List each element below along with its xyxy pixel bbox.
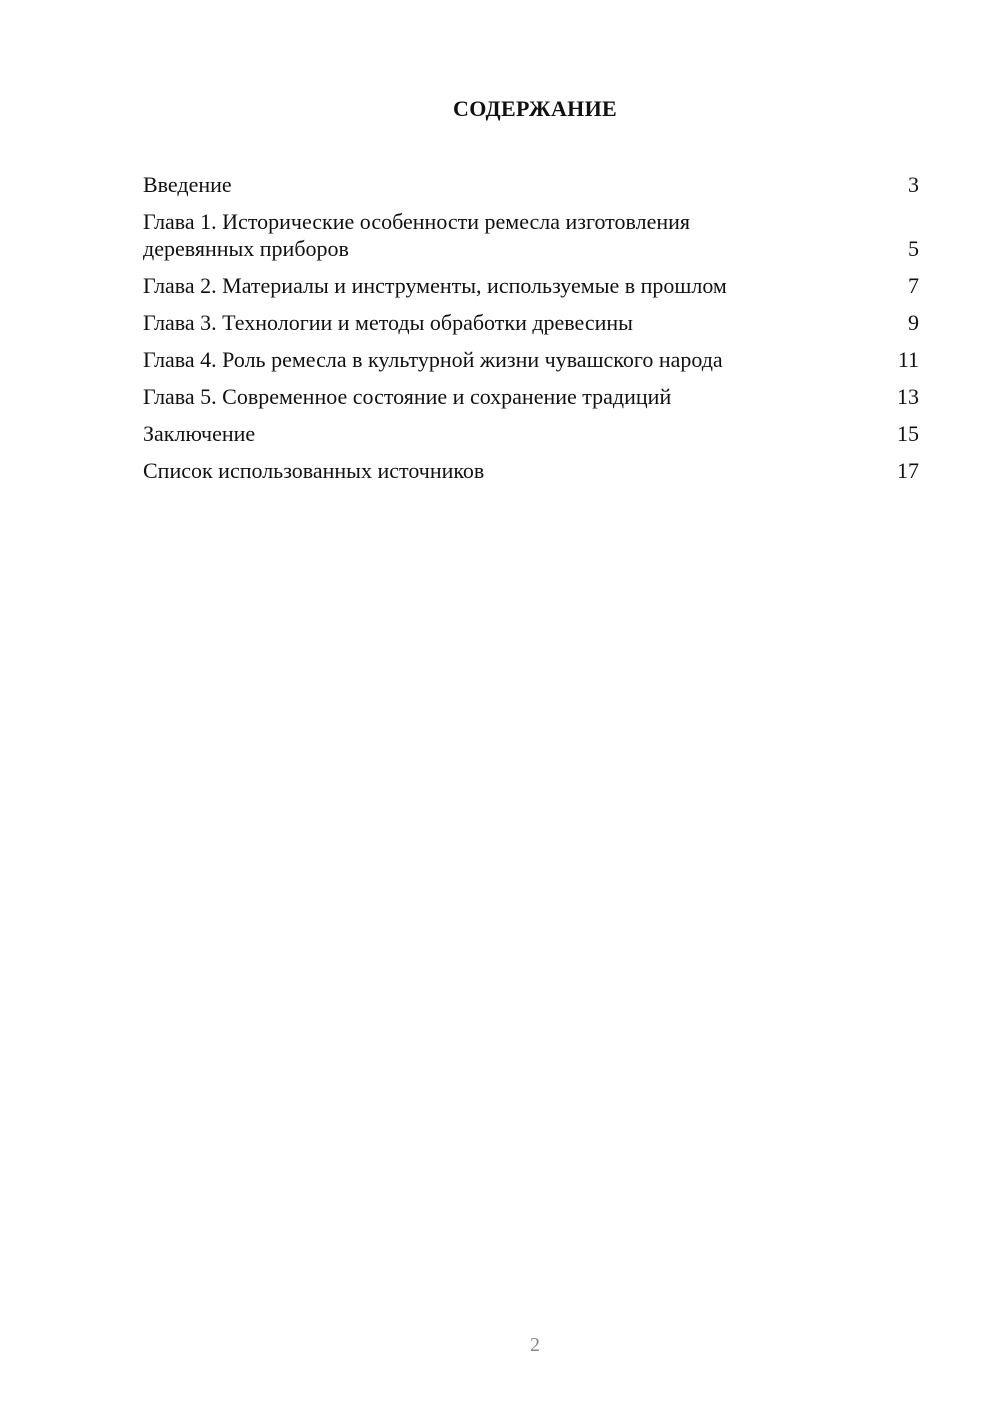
toc-entry-chapter-5[interactable] <box>143 383 919 410</box>
toc-entry-line: Глава 1. Исторические особенности ремесла изготовления <box>143 209 691 234</box>
page-number: 2 <box>530 1334 540 1356</box>
toc-entry-text <box>143 208 889 262</box>
toc-entry-line: Глава 3. Технологии и методы обработки древесины <box>143 310 633 335</box>
toc-entry-page: 3 <box>908 172 919 197</box>
toc-entry-chapter-2[interactable] <box>143 272 919 299</box>
toc-entry-text <box>143 272 889 299</box>
toc-entry-text <box>143 383 889 410</box>
toc-entry-line: Введение <box>143 172 232 197</box>
toc-entry-line: Глава 5. Современное состояние и сохранение традиций <box>143 384 672 409</box>
toc-entry-page: 15 <box>897 421 919 446</box>
toc-entry-page: 17 <box>897 458 919 483</box>
toc-entry-text <box>143 171 889 198</box>
table-of-contents <box>143 171 919 494</box>
toc-entry-line: Глава 4. Роль ремесла в культурной жизни чувашского народа <box>143 347 723 372</box>
toc-entry-page: 5 <box>908 236 919 261</box>
toc-entry-page: 7 <box>908 273 919 298</box>
toc-entry-line: Глава 2. Материалы и инструменты, используемые в прошлом <box>143 273 727 298</box>
toc-entry-chapter-4[interactable] <box>143 346 919 373</box>
toc-entry-text <box>143 309 889 336</box>
toc-entry-chapter-3[interactable] <box>143 309 919 336</box>
toc-entry-references[interactable] <box>143 457 919 484</box>
toc-entry-conclusion[interactable] <box>143 420 919 447</box>
toc-entry-page: 13 <box>897 384 919 409</box>
toc-entry-line: Список использованных источников <box>143 458 485 483</box>
toc-entry-line: Заключение <box>143 421 256 446</box>
toc-entry-line: деревянных приборов <box>143 236 349 261</box>
toc-entry-text <box>143 420 889 447</box>
toc-entry-page: 9 <box>908 310 919 335</box>
toc-entry-text <box>143 346 889 373</box>
toc-entry-page: 11 <box>897 347 919 372</box>
page-title: СОДЕРЖАНИЕ <box>453 96 617 121</box>
toc-entry-chapter-1[interactable] <box>143 208 919 262</box>
toc-entry-introduction[interactable] <box>143 171 919 198</box>
toc-entry-text <box>143 457 889 484</box>
